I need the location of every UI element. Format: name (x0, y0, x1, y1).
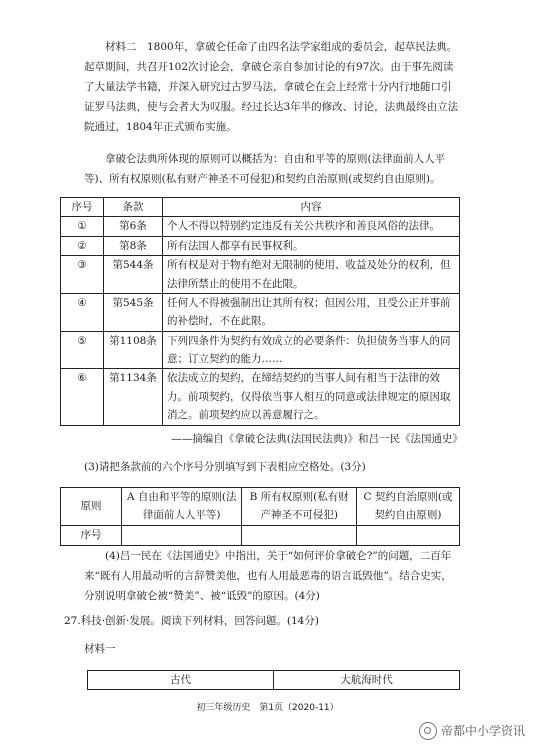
row-content: 所有法国人都享有民事权利。 (163, 236, 460, 255)
principle-b: B 所有权原则(私有财产神圣不可侵犯) (242, 488, 357, 526)
principles-answer-table (60, 487, 460, 546)
row-content: 所有权是对于物有绝对无限制的使用、收益及处分的权利，但法律所禁止的使用不在此限。 (163, 256, 460, 294)
principles-row-label: 原则 (61, 488, 122, 526)
table-row (61, 525, 460, 545)
table-header-row (61, 198, 460, 217)
table-row (61, 293, 460, 331)
row-article: 第545条 (104, 293, 163, 331)
question-3: (3)请把条款前的六个序号分别填写到下表相应空格处。(3分) (84, 461, 366, 473)
table-row (88, 671, 460, 690)
era-ancient: 古代 (88, 671, 274, 690)
principle-a: A 自由和平等的原则(法律面前人人平等) (122, 488, 242, 526)
row-number: ③ (61, 256, 104, 294)
principles-summary: 拿破仑法典所体现的原则可以概括为：自由和平等的原则(法律面前人人平等)、所有权原则(私有财产神圣不可侵犯)和契约自治原则(或契约自由原则)。 (84, 153, 446, 185)
row-number: ⑥ (61, 369, 104, 425)
row-article: 第544条 (104, 256, 163, 294)
era-table (87, 670, 460, 690)
answer-cell-a[interactable] (122, 525, 242, 545)
row-content: 个人不得以特别约定违反有关公共秩序和善良风俗的法律。 (163, 217, 460, 236)
principle-c: C 契约自治原则(或契约自由原则) (356, 488, 459, 526)
row-number: ⑤ (61, 331, 104, 369)
page-footer: 初三年级历史 第1页（2020-11） (196, 703, 339, 713)
question-4: (4)吕一民在《法国通史》中指出，关于“如何评价拿破仑?”的问题，二百年来“既有人用最动听的言辞赞美他，也有人用最恶毒的语言诋毁他”。结合史实，分别说明拿破仑被“赞美”、被“诋毁”的原因。(4分) (84, 550, 452, 602)
table-row (61, 369, 460, 425)
row-article: 第8条 (104, 236, 163, 255)
material2-paragraph: 材料二 1800年，拿破仑任命了由四名法学家组成的委员会，起草民法典。起草期间，共召开102次讨论会，拿破仑亲自参加讨论的有97次。由于事先阅读了大量法学书籍，并深入研究过古罗马法，拿破仑在会上经常十分内行地随口引证罗马法典，使与会者大为叹服。经过长达3年半的修改、讨论，法典最终由立法院通过，1804年正式颁布实施。 (84, 41, 459, 133)
row-content: 下列四条件为契约有效成立的必要条件：负担债务当事人的同意；订立契约的能力…… (163, 331, 460, 369)
watermark-text: 帝都中小学资讯 (440, 724, 525, 738)
answer-cell-b[interactable] (242, 525, 357, 545)
era-age-of-exploration: 大航海时代 (274, 671, 460, 690)
header-content: 内容 (163, 198, 460, 217)
table-row (61, 217, 460, 236)
row-article: 第1134条 (104, 369, 163, 425)
row-article: 第6条 (104, 217, 163, 236)
watermark (419, 720, 525, 743)
row-number: ④ (61, 293, 104, 331)
row-article: 第1108条 (104, 331, 163, 369)
source-citation: ——摘编自《拿破仑法典(法国民法典)》和吕一民《法国通史》 (171, 433, 463, 445)
material1-label: 材料一 (84, 643, 116, 655)
row-number: ② (61, 236, 104, 255)
table-row (61, 488, 460, 526)
wechat-channel-icon (419, 722, 437, 740)
row-number: ① (61, 217, 104, 236)
row-content: 依法成立的契约，在缔结契约的当事人间有相当于法律的效力。前项契约，仅得依当事人相互的同意或法律规定的原因取消之。前项契约应以善意履行之。 (163, 369, 460, 425)
answer-cell-c[interactable] (356, 525, 459, 545)
table-row (61, 256, 460, 294)
table-row (61, 331, 460, 369)
question-27: 27.科技·创新·发展。阅读下列材料，回答问题。(14分) (64, 615, 319, 627)
civil-code-articles-table (60, 197, 460, 426)
header-number: 序号 (61, 198, 104, 217)
header-article: 条款 (104, 198, 163, 217)
number-row-label: 序号 (61, 525, 122, 545)
row-content: 任何人不得被强制出让其所有权；但因公用，且受公正并事前的补偿时，不在此限。 (163, 293, 460, 331)
table-row (61, 236, 460, 255)
